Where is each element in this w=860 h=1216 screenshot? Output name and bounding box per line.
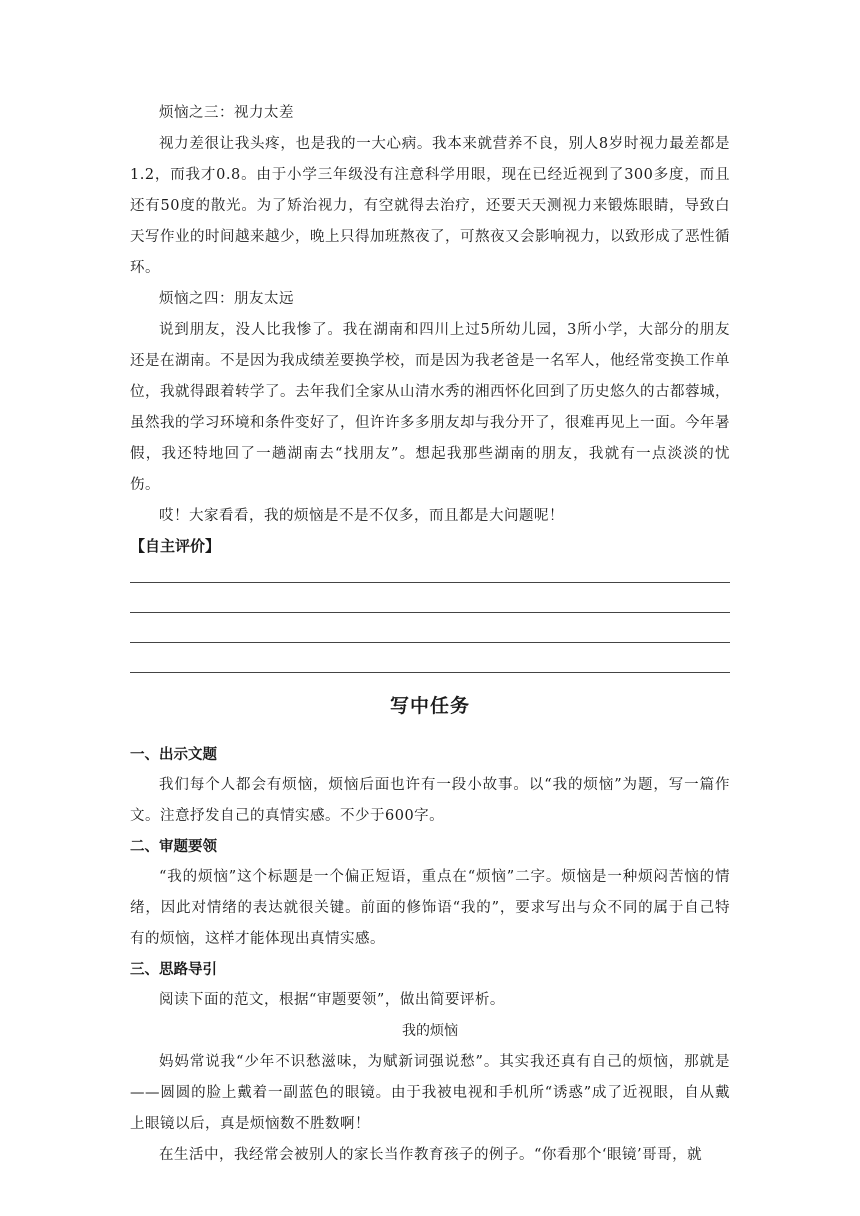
answer-line[interactable]	[130, 672, 730, 673]
self-evaluation-heading: 【自主评价】	[130, 537, 221, 555]
section-title: 写中任务	[389, 695, 470, 717]
heading-analysis: 二、审题要领	[130, 839, 217, 855]
essay-paragraph-2: 在生活中，我经常会被别人的家长当作教育孩子的例子。“你看那个‘眼镜’哥哥，就	[159, 1147, 703, 1163]
answer-line[interactable]	[130, 642, 730, 643]
paragraph-closing: 哎！大家看看，我的烦恼是不是不仅多，而且都是大问题呢！	[159, 508, 564, 524]
answer-line[interactable]	[130, 582, 730, 583]
paragraph-friends: 说到朋友，没人比我惨了。我在湖南和四川上过5所幼儿园，3所小学，大部分的朋友还是在湖南。不是因为我成绩差要换学校，而是因为我老爸是一名军人，他经常变换工作单位，我就得跟着转学了。去年我们全家从山清水秀的湘西怀化回到了历史悠久的古都蓉城，虽然我的学习环境和条件变好了，但许许多多朋友却与我分开了，很难再见上一面。今年暑假，我还特地回了一趟湖南去“找朋友”。想起我那些湖南的朋友，我就有一点淡淡的忧伤。	[130, 322, 730, 493]
document-content	[130, 98, 730, 1171]
heading-guide: 三、思路导引	[130, 962, 217, 978]
essay-title: 我的烦恼	[402, 1023, 458, 1039]
answer-line[interactable]	[130, 612, 730, 613]
sub-heading-vision: 烦恼之三：视力太差	[159, 105, 294, 121]
essay-paragraph-1: 妈妈常说我“少年不识愁滋味，为赋新词强说愁”。其实我还真有自己的烦恼，那就是——圆圆的脸上戴着一副蓝色的眼镜。由于我被电视和手机所“诱惑”成了近视眼，自从戴上眼镜以后，真是烦恼数不胜数啊！	[130, 1054, 730, 1132]
paragraph-analysis: “我的烦恼”这个标题是一个偏正短语，重点在“烦恼”二字。烦恼是一种烦闷苦恼的情绪，因此对情绪的表达就很关键。前面的修饰语“我的”，要求写出与众不同的属于自己特有的烦恼，这样才能体现出真情实感。	[130, 869, 730, 947]
paragraph-vision: 视力差很让我头疼，也是我的一大心病。我本来就营养不良，别人8岁时视力最差都是1.2，而我才0.8。由于小学三年级没有注意科学用眼，现在已经近视到了300多度，而且还有50度的散光。为了矫治视力，有空就得去治疗，还要天天测视力来锻炼眼睛，导致白天写作业的时间越来越少，晚上只得加班熬夜了，可熬夜又会影响视力，以致形成了恶性循环。	[130, 136, 730, 276]
paragraph-topic: 我们每个人都会有烦恼，烦恼后面也许有一段小故事。以“我的烦恼”为题，写一篇作文。注意抒发自己的真情实感。不少于600字。	[130, 777, 730, 824]
sub-heading-friends: 烦恼之四：朋友太远	[159, 291, 294, 307]
heading-topic: 一、出示文题	[130, 747, 217, 763]
paragraph-guide: 阅读下面的范文，根据“审题要领”，做出简要评析。	[159, 992, 505, 1008]
